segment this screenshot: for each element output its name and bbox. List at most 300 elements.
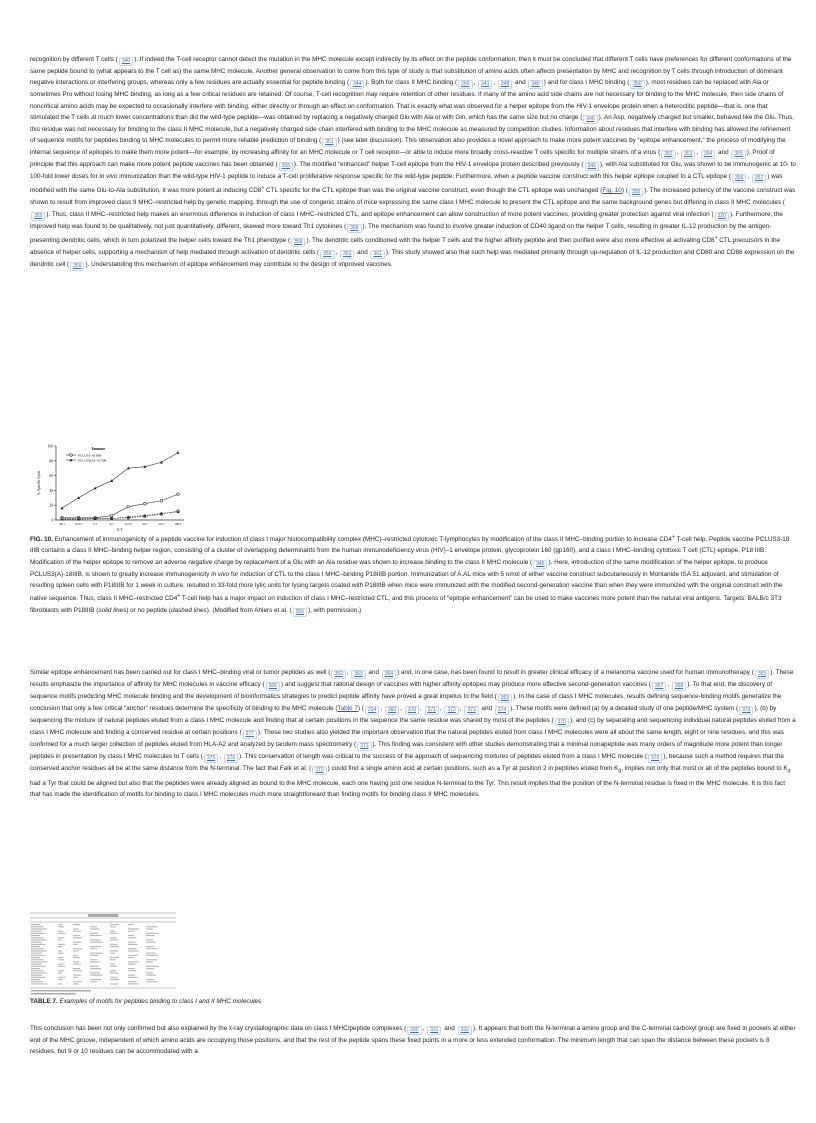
table-cell-placeholder bbox=[58, 972, 62, 973]
table-cell-placeholder bbox=[110, 924, 119, 925]
table-cell-placeholder bbox=[31, 924, 40, 925]
citation-link[interactable]: 370 bbox=[648, 754, 662, 763]
table-cell-placeholder bbox=[31, 933, 45, 934]
citation-link[interactable]: 371 bbox=[425, 706, 439, 715]
table-cell-placeholder bbox=[73, 928, 79, 929]
table-cell-placeholder bbox=[73, 983, 79, 984]
italic-text: dashed lines bbox=[171, 606, 207, 614]
body-paragraph-3 bbox=[30, 1023, 796, 1058]
text-run: , bbox=[493, 79, 497, 87]
text-run: ). This study showed also that such help was mediated primarily through up-regulation of IL-12 production and CD80 and CD86 expression on the dendritic cell ( bbox=[30, 248, 795, 268]
citation-link[interactable]: 332 bbox=[458, 1026, 472, 1035]
table-cell-placeholder bbox=[146, 959, 157, 960]
citation-link[interactable]: 351 bbox=[322, 138, 336, 147]
table-cell-placeholder bbox=[90, 961, 100, 962]
y-tick-label: 80 bbox=[49, 459, 53, 464]
text-run: ). This finding was consistent with other studies demonstrating that a minimal nonapeptide was many orders of magnitude more potent than longer peptides in presentation by class I MHC molecules to T cells ( bbox=[30, 741, 783, 760]
text-run: , implies not only that most or all of the peptides bound to K bbox=[621, 765, 788, 772]
text-run: and bbox=[513, 79, 528, 87]
table-cell-placeholder bbox=[31, 944, 45, 945]
citation-link[interactable]: 370 bbox=[405, 706, 419, 715]
table-cell-placeholder bbox=[58, 924, 63, 925]
text-run: ) ( bbox=[357, 705, 364, 712]
table-cell-placeholder bbox=[110, 983, 118, 984]
table-cell-placeholder bbox=[31, 983, 47, 984]
table-cell-placeholder bbox=[128, 964, 135, 965]
text-run: ). The modified “enhanced” helper T-cell epitope from the HIV-1 envelope protein described previously ( bbox=[293, 161, 584, 169]
text-run: ) or no peptide ( bbox=[126, 606, 172, 614]
table-cell-placeholder bbox=[128, 935, 134, 936]
data-point-triangle bbox=[110, 479, 113, 482]
text-run: ), most residues can be replaced with Ala or sometimes Pro without losing MHC binding, as long as a few critical residues are retained. Of course, T-cell recognition may require retention of other residues. If many of the amino acid side chains are not necessary for binding to the MHC molecule, then side chains of noncritical amino acids may be expected to occasionally interfere with binding, either directly or through an effect on conformation. That is exactly what was observed for a helper epitope from the HIV-1 envelope protein when a heteroclitic peptide—that is, one that stimulated the T cells at much lower concentrations than did the wild-type peptide—was obtained by replacing a negatively charged Glu with Ala or with Gln, which has the same size but no charge ( bbox=[30, 79, 784, 122]
italic-text: in vivo bbox=[211, 570, 230, 578]
table-cell-placeholder bbox=[31, 981, 44, 982]
y-tick-label: 20 bbox=[49, 503, 53, 508]
table-cell-placeholder bbox=[146, 933, 159, 934]
text-run: ). The mechanism was found to involve greater induction of CD40 ligand on the helper T cells, resulting in greater IL-12 production by the antigen-presenting dendritic cells, which in turn polarized the helper cells toward the Th1 phenotype ( bbox=[30, 222, 772, 244]
text-run: and bbox=[366, 669, 381, 676]
superscript: + bbox=[177, 593, 181, 600]
citation-link[interactable]: 365 bbox=[755, 670, 769, 679]
table-cell-placeholder bbox=[73, 977, 78, 978]
table-cell-placeholder bbox=[128, 942, 135, 943]
table-cell-placeholder bbox=[128, 931, 135, 932]
table-cell-placeholder bbox=[58, 950, 62, 951]
table-cell-placeholder bbox=[31, 926, 44, 927]
text-run: ), because such a method requires that the conserved anchor residues all be at the same distance from the N-terminal. The fact that Falk et al. ( bbox=[30, 753, 784, 772]
table-cell-placeholder bbox=[110, 937, 116, 938]
paragraph-text bbox=[30, 1023, 796, 1058]
table-cell-placeholder bbox=[31, 966, 45, 967]
table-cell-placeholder bbox=[31, 977, 45, 978]
table-cell-placeholder bbox=[73, 955, 78, 956]
citation-link[interactable]: 359 bbox=[320, 250, 334, 259]
text-run: , bbox=[473, 79, 478, 87]
table-cell-placeholder bbox=[128, 961, 139, 962]
table-cell-placeholder bbox=[58, 946, 63, 947]
text-run: ). This conservation of length was critical to the success of the approach of sequencing mixtures of peptides eluted from a class I MHC molecule ( bbox=[239, 753, 647, 760]
data-point-triangle bbox=[177, 451, 180, 454]
table-cell-placeholder bbox=[110, 977, 117, 978]
text-run: ). An Asp, negatively charged but smaller, behaved like the Glu. Thus, this residue was not necessary for binding to the class II MHC molecule, but a negatively charged side chain interfered with binding to the MHC molecule as measured by competition studies. Information about residues that interfere with binding has allowed the refinement of sequence motifs for peptides binding to MHC molecules to permit more reliable prediction of binding ( bbox=[30, 114, 794, 145]
table-cell-placeholder bbox=[58, 977, 65, 978]
y-tick-label: 60 bbox=[49, 474, 53, 479]
citation-link[interactable]: 354 bbox=[701, 150, 715, 159]
citation-link[interactable]: 374 bbox=[495, 706, 509, 715]
table-cell-placeholder bbox=[146, 961, 153, 962]
table-cell-placeholder bbox=[31, 928, 47, 929]
text-run: had a Tyr that could be aligned but also that the peptides were already aligned as bound to the MHC molecule, each one having just one residue N-terminal to the Tyr. This result implies that the position of the N-terminal residue is fixed in the MHC molecule. It is this fact that has made the identification of motifs for binding to class I MHC molecules much more straightforward than finding motifs for binding class II MHC molecules. bbox=[30, 779, 785, 798]
table-cell-placeholder bbox=[128, 937, 136, 938]
text-run: ). These motifs were defined (a) by a detailed study of one peptide/MHC system ( bbox=[510, 705, 739, 712]
text-run: ). In the case of class I MHC molecules, results defining sequence-binding motifs generalize the conclusion that only a few critical “anchor” residues determine the specificity of binding to the MHC molecule ( bbox=[30, 693, 782, 712]
cross-reference-link[interactable]: Fig. 10 bbox=[602, 187, 622, 195]
table-cell-placeholder bbox=[73, 948, 82, 949]
text-run: , bbox=[439, 705, 444, 712]
table-7-image[interactable] bbox=[28, 910, 178, 998]
citation-link[interactable]: 367 bbox=[652, 682, 666, 691]
table-cell-placeholder bbox=[90, 959, 97, 960]
table-cell-placeholder bbox=[90, 975, 103, 976]
table-cell-placeholder bbox=[110, 964, 115, 965]
table-7-caption bbox=[30, 996, 796, 1007]
citation-link[interactable]: 348 bbox=[498, 80, 512, 89]
table-cell-placeholder bbox=[146, 926, 157, 927]
table-cell-placeholder bbox=[31, 970, 44, 971]
body-paragraph-2 bbox=[30, 667, 796, 800]
citation-link[interactable]: 373 bbox=[464, 706, 478, 715]
table-cell-placeholder bbox=[90, 933, 98, 934]
text-run: and bbox=[479, 705, 494, 712]
data-point-triangle bbox=[77, 496, 80, 499]
citation-link[interactable]: 376 bbox=[224, 754, 238, 763]
table-cell-placeholder bbox=[110, 957, 119, 958]
text-run: ). Here, introduction of the same modification of the helper epitope, to produce PCLUS3(A)-18IIIB, is shown to greatly increase immunogenicity bbox=[30, 558, 768, 578]
table-cell-placeholder bbox=[90, 948, 97, 949]
table-cell-placeholder bbox=[31, 939, 47, 940]
table-cell-placeholder bbox=[110, 972, 118, 973]
text-run: ) could find a single amino acid at certain positions, such as a Tyr at position 2 in peptides eluted from K bbox=[327, 765, 619, 772]
text-run: CTL precursors in the absence of helper cells, supporting a mechanism of help mediated through activation of dendritic cells ( bbox=[30, 236, 781, 256]
table-cell-placeholder bbox=[58, 964, 64, 965]
table-cell-placeholder bbox=[31, 946, 40, 947]
text-run: for induction of CTL to the class I MHC–binding P18IIIB portion. Immunization of A.AL mice with 5 nmol of either vaccine construct subcutaneously in Montanide ISA 51 adjuvant, and stimulation of resulting spleen cells with P18IIIB for 1 week in culture, resulted in 33-fold more lytic units for lysing targets coated with P18IIIB when mice were immunized with the modified second-generation vaccine than when they were immunized with the original construct with the native sequence. Thus, class II MHC–restricted CD4 bbox=[30, 570, 783, 603]
body-paragraph-1 bbox=[30, 54, 796, 271]
citation-link[interactable]: 355 bbox=[629, 188, 643, 197]
data-point-triangle bbox=[61, 507, 64, 510]
table-cell-placeholder bbox=[90, 926, 97, 927]
table-cell-placeholder bbox=[110, 944, 117, 945]
text-run: T-cell help. Peptide vaccine PCLUS3-18 IIIB contains a class II MHC–binding helper region, consisting of a cluster of overlapping determinants from the human immunodeficiency virus (HIV)–1 envelope protein, glycoprotein 160 (gp160), and a class I MHC–binding cytotoxic T cell (CTL) epitope, P18 IIIB. Modification of the helper epitope to remove an adverse negative charge by replacement of a Glu with an Ala residue was shown to increase binding to the class II MHC molecule ( bbox=[30, 536, 790, 566]
italic-text: Examples of motifs for peptides binding to class I and II MHC molecules bbox=[57, 998, 262, 1005]
data-point-triangle bbox=[160, 461, 163, 464]
citation-link[interactable]: 373 bbox=[739, 706, 753, 715]
citation-link[interactable]: 355 bbox=[293, 608, 307, 617]
citation-link[interactable]: 364 bbox=[382, 670, 396, 679]
text-run: recognition by different T cells ( bbox=[30, 56, 118, 63]
table-7-thumbnail[interactable] bbox=[28, 910, 178, 998]
citation-link[interactable]: 368 bbox=[672, 682, 686, 691]
table-cell-placeholder bbox=[31, 957, 40, 958]
table-cell-placeholder bbox=[128, 977, 138, 978]
text-run: ) (see later discussion). This observation also provides a novel approach to make more potent vaccines by “epitope enhancement,” the process of modifying the internal sequence of epitopes to make them more potent—for example, by increasing affinity for an MHC molecule or T cell receptor—or able to induce more broadly cross-reactive T cells specific for multiple strains of a virus ( bbox=[30, 137, 786, 157]
table-cell-placeholder bbox=[128, 968, 134, 969]
citation-link[interactable]: 349 bbox=[528, 80, 542, 89]
table-cell-placeholder bbox=[90, 935, 101, 936]
citation-link[interactable]: 370 bbox=[555, 718, 569, 727]
text-run: ) and, in one case, has been found to result in greater clinical efficacy of a melanoma vaccine used for human immunotherapy ( bbox=[397, 669, 754, 676]
citation-link[interactable]: 360 bbox=[385, 706, 399, 715]
text-run: This conclusion has been not only confirmed but also explained by the x-ray crystallographic data on class I MHC/peptide complexes ( bbox=[30, 1025, 407, 1032]
table-cell-placeholder bbox=[90, 928, 100, 929]
x-tick-label: 25:1 bbox=[142, 522, 148, 526]
text-run: ). The dendritic cells conditioned with the helper T cells and the higher affinity peptide and then purified were also more effective at activating CD8 bbox=[306, 236, 715, 244]
text-run: ). Both for class II MHC binding ( bbox=[365, 79, 458, 87]
table-cell-placeholder bbox=[58, 931, 64, 932]
text-run: , bbox=[380, 705, 384, 712]
table-cell-placeholder bbox=[110, 933, 117, 934]
table-cell-placeholder bbox=[73, 970, 82, 971]
table-cell-placeholder bbox=[31, 948, 44, 949]
table-cell-placeholder bbox=[110, 959, 116, 960]
table-cell-placeholder bbox=[58, 966, 65, 967]
text-run: and bbox=[355, 248, 370, 256]
text-run: , bbox=[335, 248, 340, 256]
table-cell-placeholder bbox=[146, 975, 156, 976]
text-run: ), with permission.) bbox=[308, 606, 362, 614]
table-cell-placeholder bbox=[90, 979, 101, 980]
text-run: ). (Modified from Ahlers et al. ( bbox=[206, 606, 292, 614]
citation-link[interactable]: 352 bbox=[661, 150, 675, 159]
text-run: ). These results emphasize the importance of affinity for MHC molecules in vaccine efficacy ( bbox=[30, 669, 794, 688]
y-axis-label: % Specific Lysis bbox=[37, 470, 41, 496]
table-cell-placeholder bbox=[31, 968, 40, 969]
table-cell-placeholder bbox=[31, 942, 42, 943]
subscript: d bbox=[618, 768, 622, 775]
text-run: Enhancement of immunogenicity of a peptide vaccine for induction of class I major histocompatibility complex (MHC)–restricted cytotoxic T-lymphocytes by modification of the class II MHC–binding portion to increase CD4 bbox=[52, 536, 672, 544]
table-cell-placeholder bbox=[146, 966, 159, 967]
text-run: ). Understanding this mechanism of epitope enhancement may contribute to the design of improved vaccines. bbox=[85, 260, 393, 268]
table-cell-placeholder bbox=[90, 981, 97, 982]
table-cell-placeholder bbox=[90, 972, 100, 973]
caption-text bbox=[30, 532, 796, 617]
table-cell-placeholder bbox=[128, 944, 138, 945]
legend-title: Immune bbox=[92, 447, 105, 451]
table-cell-placeholder bbox=[58, 959, 64, 960]
table-cell-placeholder bbox=[146, 939, 153, 940]
x-tick-label: 6:1 bbox=[109, 522, 114, 526]
citation-link[interactable]: 355 bbox=[731, 150, 745, 159]
legend-label: PCLUS3-18 IIIB bbox=[78, 453, 102, 458]
data-point-circle bbox=[144, 502, 147, 505]
x-tick-label: 5:1 bbox=[93, 522, 98, 526]
citation-link[interactable]: 366 bbox=[266, 682, 280, 691]
text-run: ). To that end, the discovery of sequence motifs predicting MHC molecule binding and the development of bioinformatics strategies to predict peptide affinity have proved a great impetus to the field ( bbox=[30, 681, 773, 700]
text-run: , bbox=[346, 669, 351, 676]
text-run: ). These two studies also yielded the important observation that the natural peptides eluted from class I MHC molecules were all about the same length, eight or nine residues, and this was confirmed for a much larger collection of peptides eluted from HLA-A2 and analyzed by tandem mass spectrometry ( bbox=[30, 729, 784, 748]
table-cell-placeholder bbox=[90, 939, 100, 940]
y-tick-label: 0 bbox=[51, 518, 53, 523]
subscript: d bbox=[787, 768, 791, 775]
text-run: ). Furthermore, the improved help was found to be qualitatively, not just quantitatively, different, skewed more toward Th1 cytokines ( bbox=[30, 210, 783, 230]
citation-link[interactable]: 320 bbox=[715, 212, 729, 221]
table-cell-placeholder bbox=[58, 937, 64, 938]
citation-link[interactable]: 370 bbox=[312, 766, 326, 775]
y-tick-label: 40 bbox=[49, 488, 53, 493]
table-cell-placeholder bbox=[58, 939, 62, 940]
table-cell-placeholder bbox=[128, 975, 135, 976]
table-cell-placeholder bbox=[110, 979, 119, 980]
text-run: and bbox=[442, 1025, 457, 1032]
table-cell-placeholder bbox=[31, 953, 42, 954]
citation-link[interactable]: 355 bbox=[31, 212, 45, 221]
citation-link[interactable]: 266 bbox=[458, 80, 472, 89]
text-run: ), and (c) by separating and sequencing individual natural peptides eluted from a class I MHC molecule and finding a conserved residue at certain positions ( bbox=[30, 717, 796, 736]
figure-10-svg bbox=[34, 440, 189, 542]
table-cell-placeholder bbox=[128, 948, 136, 949]
text-run: ) and for class I MHC binding ( bbox=[543, 79, 630, 87]
citation-link[interactable]: 346 bbox=[585, 162, 599, 171]
x-axis-label: E:T bbox=[117, 528, 123, 532]
citation-link[interactable]: 361 bbox=[370, 250, 384, 259]
table-cell-placeholder bbox=[110, 946, 119, 947]
citation-link[interactable]: 356 bbox=[732, 174, 746, 183]
table-cell-placeholder bbox=[146, 942, 156, 943]
citation-link[interactable]: 350 bbox=[630, 80, 644, 89]
table-cell-placeholder bbox=[128, 955, 138, 956]
citation-link[interactable]: 357 bbox=[752, 174, 766, 183]
table-cell-placeholder bbox=[31, 937, 44, 938]
table-cell-placeholder bbox=[128, 928, 139, 929]
table-cell-placeholder bbox=[110, 966, 117, 967]
x-tick-label: 50:1 bbox=[158, 522, 165, 526]
paragraph-text bbox=[30, 667, 796, 800]
table-cell-placeholder bbox=[58, 926, 64, 927]
citation-link[interactable]: 341 bbox=[478, 80, 492, 89]
citation-link[interactable]: 344 bbox=[350, 80, 364, 89]
superscript: + bbox=[261, 185, 265, 192]
table-cell-placeholder bbox=[90, 942, 103, 943]
text-run: ). It appears that both the N-terminal a amino group and the C-terminal carboxyl group are fixed in pockets at either end of the MHC groove, independent of which amino acids are occupying those positions, and that the rest of the peptide spans these fixed points in a more or less extended conformation. The minimum length that can span the distance between these pockets is 8 residues, but 9 or 10 residues can be accommodated with a bbox=[30, 1025, 796, 1056]
figure-10-caption bbox=[30, 532, 796, 617]
table-cell-placeholder bbox=[73, 924, 80, 925]
table-cell-placeholder bbox=[31, 931, 42, 932]
cross-reference-link[interactable]: Table 7 bbox=[337, 705, 358, 712]
table-cell-placeholder bbox=[110, 950, 118, 951]
legend-marker-circle bbox=[70, 454, 73, 457]
table-cell-placeholder bbox=[146, 979, 154, 980]
text-run: CTL specific for the CTL epitope than was the original vaccine construct, even though the CTL epitope was unchanged ( bbox=[264, 187, 603, 195]
text-run: , bbox=[459, 705, 464, 712]
citation-link[interactable]: 360 bbox=[340, 250, 354, 259]
text-run: , bbox=[667, 681, 671, 688]
table-cell-placeholder bbox=[90, 966, 98, 967]
text-run: ) ( bbox=[621, 187, 628, 195]
table-cell-placeholder bbox=[58, 970, 64, 971]
table-cell-placeholder bbox=[146, 953, 156, 954]
table-cell-placeholder bbox=[110, 970, 116, 971]
text-run: ), (b) by sequencing the mixture of natural peptides eluted from a class I MHC molecule and finding that at certain positions in the sequence the same residue was shared by most of the peptides ( bbox=[30, 705, 777, 724]
table-cell-placeholder bbox=[128, 983, 139, 984]
table-cell-placeholder bbox=[146, 972, 153, 973]
citation-link[interactable]: 358 bbox=[347, 224, 361, 233]
citation-link[interactable]: 331 bbox=[427, 1026, 441, 1035]
table-cell-placeholder bbox=[146, 981, 157, 982]
text-run: ). Proof of principle that this approach can make more potent peptide vaccines has been obtained ( bbox=[30, 149, 775, 169]
text-run: , bbox=[420, 705, 424, 712]
text-run: , bbox=[696, 149, 700, 157]
table-cell-placeholder bbox=[31, 959, 44, 960]
table-cell-placeholder bbox=[58, 979, 63, 980]
citation-link[interactable]: 353 bbox=[681, 150, 695, 159]
table-cell-placeholder bbox=[146, 935, 154, 936]
table-cell-placeholder bbox=[31, 955, 45, 956]
table-cell-placeholder bbox=[90, 955, 98, 956]
y-tick-label: 100 bbox=[47, 444, 53, 449]
caption-text bbox=[30, 996, 796, 1007]
table-cell-placeholder bbox=[73, 975, 81, 976]
x-tick-label: 12.5:1 bbox=[124, 522, 133, 526]
citation-link[interactable]: 372 bbox=[444, 706, 458, 715]
paragraph-text bbox=[30, 54, 796, 271]
citation-link[interactable]: 330 bbox=[407, 1026, 421, 1035]
italic-text: in vivo bbox=[99, 173, 118, 181]
table-cell-placeholder bbox=[73, 957, 80, 958]
x-tick-label: 12.5:1 bbox=[74, 522, 83, 526]
citation-link[interactable]: 375 bbox=[204, 754, 218, 763]
table-cell-placeholder bbox=[58, 957, 63, 958]
table-cell-placeholder bbox=[128, 957, 134, 958]
legend-label: PCLUS3(A)-18 IIIB bbox=[78, 458, 106, 463]
text-run: ) and suggest that rational design of vaccines with higher affinity epitopes may produce more effective second-generation vaccines ( bbox=[280, 681, 651, 688]
bold-label: FIG. 10. bbox=[30, 536, 53, 544]
table-cell-placeholder bbox=[146, 928, 153, 929]
text-run: T-cell help has a major impact on induction of class I MHC–restricted CTL, and this process of “epitope enhancement” can be used to make vaccines more potent than the natural viral antigens. Targets: BALB/c 3T3 fibroblasts with P18IIIB ( bbox=[30, 595, 782, 614]
table-cell-placeholder bbox=[73, 950, 79, 951]
text-run: ). Thus, class II MHC–restricted help makes an enormous difference in induction of class I MHC–restricted CTL, and epitope enhancement can allow construction of more potent vaccines, providing greater protection against viral infection ( bbox=[46, 210, 714, 218]
table-cell-placeholder bbox=[73, 937, 82, 938]
table-cell-placeholder bbox=[110, 931, 115, 932]
citation-link[interactable]: 359 bbox=[70, 262, 84, 271]
citation-link[interactable]: 363 bbox=[351, 670, 365, 679]
table-cell-placeholder bbox=[58, 983, 62, 984]
table-cell-placeholder bbox=[73, 968, 80, 969]
table-cell-placeholder bbox=[146, 955, 159, 956]
data-point-circle bbox=[160, 499, 163, 502]
italic-text: solid lines bbox=[98, 606, 127, 614]
citation-link[interactable]: 346 bbox=[583, 115, 597, 124]
bold-label: TABLE 7. bbox=[30, 998, 58, 1005]
table-cell-placeholder bbox=[31, 935, 40, 936]
table-cell-placeholder bbox=[73, 961, 79, 962]
citation-link[interactable]: 352 bbox=[331, 670, 345, 679]
citation-link[interactable]: 340 bbox=[119, 57, 133, 66]
table-cell-placeholder bbox=[128, 924, 134, 925]
citation-link[interactable]: 369 bbox=[498, 694, 512, 703]
citation-link[interactable]: 234 bbox=[365, 706, 379, 715]
x-tick-label: 100:1 bbox=[174, 522, 182, 526]
citation-link[interactable]: 346 bbox=[533, 560, 547, 569]
citation-link[interactable]: 355 bbox=[279, 162, 293, 171]
text-run: ), with Ala substituted for Glu, was shown to be immunogenic at 10- to 100-fold lower doses for bbox=[30, 161, 796, 181]
x-tick-label: 39:1 bbox=[59, 522, 65, 526]
citation-link[interactable]: 358 bbox=[291, 238, 305, 247]
text-run: and bbox=[716, 149, 731, 157]
table-cell-placeholder bbox=[110, 939, 118, 940]
text-run: , bbox=[400, 705, 404, 712]
citation-link[interactable]: 377 bbox=[243, 730, 257, 739]
citation-link[interactable]: 373 bbox=[357, 742, 371, 751]
table-cell-placeholder bbox=[73, 981, 82, 982]
text-run: , bbox=[422, 1025, 427, 1032]
table-cell-placeholder bbox=[73, 964, 81, 965]
table-cell-placeholder bbox=[110, 926, 116, 927]
table-cell-placeholder bbox=[73, 935, 80, 936]
text-run: immunization than the wild-type HIV-1 peptide to induce a T-cell proliferative response specific for the wild-type peptide. Furthermore, when a peptide vaccine construct with this helper epitope coupled to a CTL epitope ( bbox=[117, 173, 732, 181]
table-cell-placeholder bbox=[90, 953, 103, 954]
table-cell-placeholder bbox=[110, 953, 115, 954]
data-point-circle bbox=[110, 514, 113, 517]
table-cell-placeholder bbox=[31, 975, 42, 976]
text-run: , bbox=[219, 753, 223, 760]
table-cell-placeholder bbox=[31, 964, 42, 965]
table-cell-placeholder bbox=[31, 979, 40, 980]
text-run: , bbox=[676, 149, 681, 157]
table-cell-placeholder bbox=[146, 946, 154, 947]
table-cell-placeholder bbox=[58, 933, 65, 934]
data-point-circle bbox=[127, 505, 130, 508]
table-cell-placeholder bbox=[128, 981, 136, 982]
